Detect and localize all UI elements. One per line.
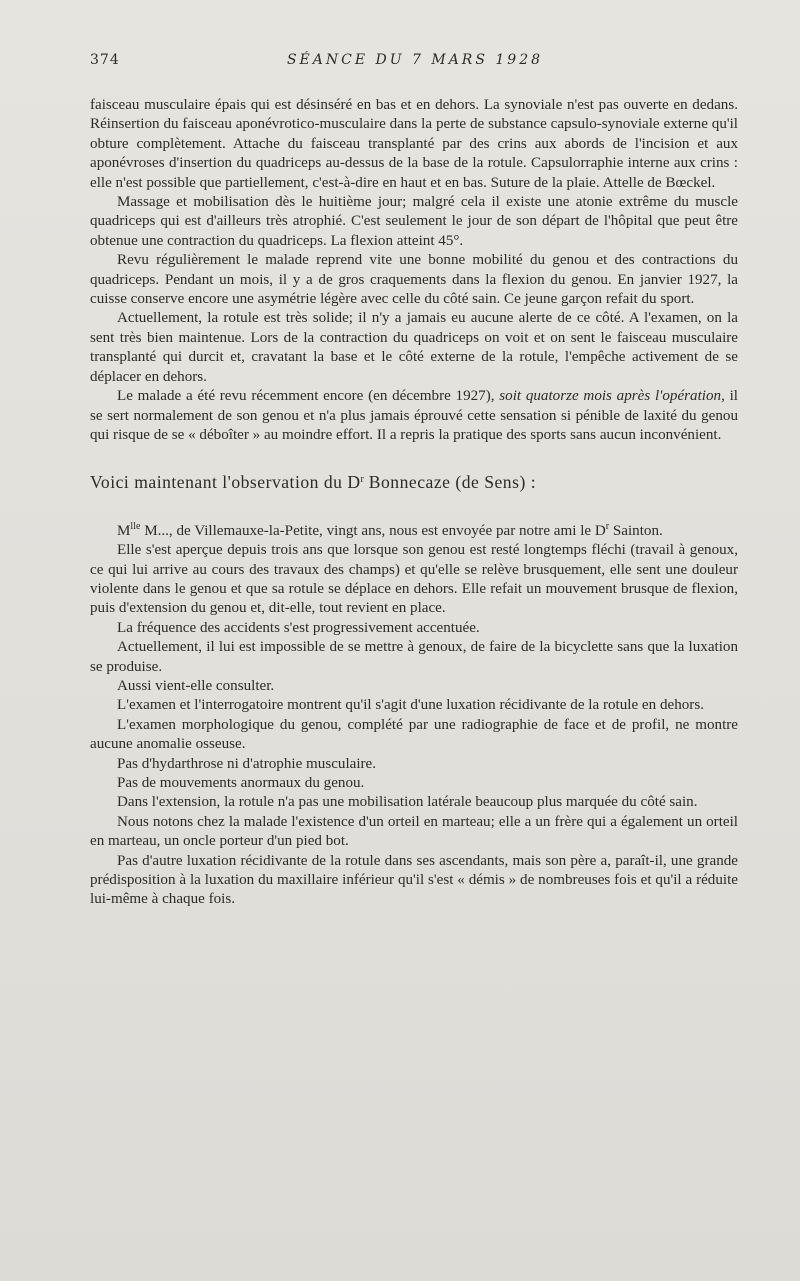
section-title-text: Voici maintenant l'observation du D xyxy=(90,472,361,493)
paragraph: L'examen morphologique du genou, complété par une radiographie de face et de profil, ne montre aucune anomalie osseuse. xyxy=(90,716,738,753)
section-title xyxy=(90,470,738,492)
paragraph-text: M..., de Villemauxe-la-Petite, vingt ans, nous est envoyée par notre ami le D xyxy=(140,522,606,539)
paragraph-text: , il se sert normalement de son genou et n'a plus jamais éprouvé cette sensation si pénible de laxité du genou qui risque de se « déboîter » au moindre effort. Il a repris la pratique des sports sans aucun inconvénient. xyxy=(90,388,739,443)
paragraph: Actuellement, la rotule est très solide; il n'y a jamais eu aucune alerte de ce côté. A l'examen, on la sent très bien maintenue. Lors de la contraction du quadriceps on voit et on sent le faisceau musculaire transplanté qui durcit et, cravatant la base et le côté externe de la rotule, l'empêche activement de se déplacer en dehors. xyxy=(90,310,738,385)
paragraph: Pas de mouvements anormaux du genou. xyxy=(117,775,365,791)
paragraph: Actuellement, il lui est impossible de se mettre à genoux, de faire de la bicyclette sans que la luxation se produise. xyxy=(90,639,738,675)
paragraph: Revu régulièrement le malade reprend vite une bonne mobilité du genou et des contractions du quadriceps. Pendant un mois, il y a de gros craquements dans la flexion du genou. En janvier 1927, la cuisse conserve encore une asymétrie légère avec celle du côté sain. Ce jeune garçon refait du sport. xyxy=(90,252,738,308)
running-head: SÉANCE DU 7 MARS 1928 xyxy=(286,52,544,68)
italic-phrase: soit quatorze mois après l'opération xyxy=(499,388,722,405)
paragraph: Dans l'extension, la rotule n'a pas une mobilisation latérale beaucoup plus marquée du côté sain. xyxy=(117,794,698,811)
paragraph: Elle s'est aperçue depuis trois ans que lorsque son genou est resté longtemps fléchi (travail à genoux, ce qui lui arrive au cours des travaux des champs) et qu'elle se relève brusquement, elle sent une douleur violente dans le genou et que sa rotule se déplace en dehors. Elle refait un mouvement brusque de flexion, puis d'extension du genou et, dit-elle, tout revient en place. xyxy=(90,542,738,617)
superscript: r xyxy=(605,520,610,532)
paragraph: Pas d'hydarthrose ni d'atrophie musculaire. xyxy=(117,755,377,772)
paragraph: La fréquence des accidents s'est progressivement accentuée. xyxy=(117,619,480,636)
paragraph-text: Sainton. xyxy=(609,522,663,539)
paragraph: faisceau musculaire épais qui est désinséré en bas et en dehors. La synoviale n'est pas ouverte en dedans. Réinsertion du faisceau aponévrotico-musculaire dans la perte de substance capsulo-synoviale externe qu'il obture complètement. Attache du faisceau transplanté par des crins aux abords de l'incision et aux aponévroses d'insertion du quadriceps au-dessus de la base de la rotule. Capsulorraphie interne aux crins : elle n'est possible que partiellement, c'est-à-dire en haut et en bas. Suture de la plaie. Attelle de Bœckel. xyxy=(90,97,738,191)
paragraph-text: M xyxy=(117,522,131,539)
superscript: lle xyxy=(130,520,141,532)
paragraph: Massage et mobilisation dès le huitième jour; malgré cela il existe une atonie extrême du muscle quadriceps qui est d'ailleurs très atrophié. C'est seulement le jour de son départ de l'hôpital que peut être obtenue une contraction du quadriceps. La flexion atteint 45°. xyxy=(90,194,738,249)
body-text xyxy=(90,96,738,910)
paragraph xyxy=(90,517,738,541)
paragraph: Pas d'autre luxation récidivante de la rotule dans ses ascendants, mais son père a, paraît-il, une grande prédisposition à la luxation du maxillaire inférieur qu'il s'est « démis » de nombreuses fois et qu'il a réduite lui-même à chaque fois. xyxy=(90,852,738,908)
page-number: 374 xyxy=(90,52,120,68)
section-title-text: Bonnecaze (de Sens) : xyxy=(363,472,537,493)
paragraph: Aussi vient-elle consulter. xyxy=(117,677,275,694)
paragraph xyxy=(90,387,738,445)
paragraph: Nous notons chez la malade l'existence d'un orteil en marteau; elle a un frère qui a également un orteil en marteau, un oncle porteur d'un pied bot. xyxy=(90,813,738,850)
paragraph-text: Le malade a été revu récemment encore (en décembre 1927), xyxy=(117,388,500,405)
paragraph: L'examen et l'interrogatoire montrent qu'il s'agit d'une luxation récidivante de la rotule en dehors. xyxy=(117,697,704,714)
superscript: r xyxy=(360,474,364,486)
page-header xyxy=(90,52,740,72)
